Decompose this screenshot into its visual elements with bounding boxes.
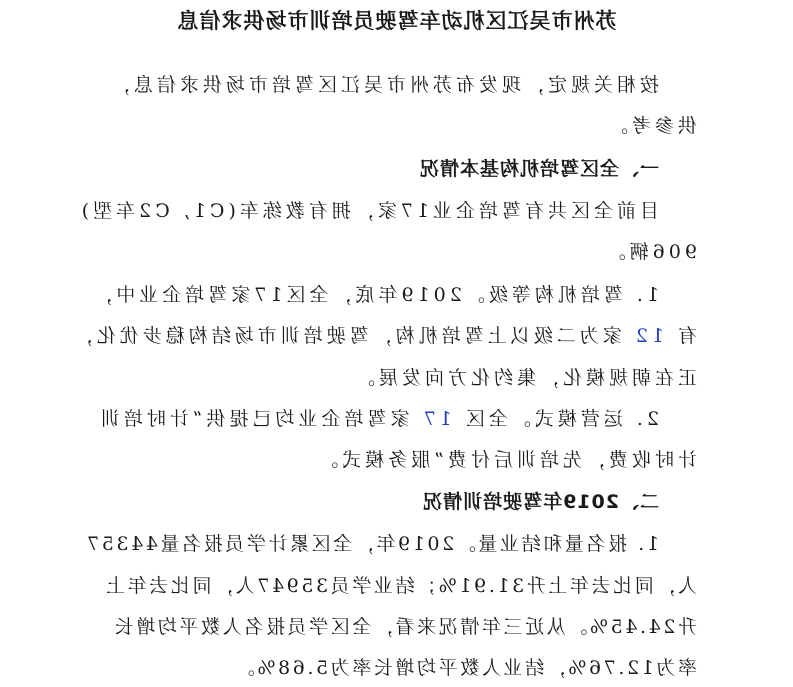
paragraph-line bbox=[97, 406, 659, 432]
paragraph-line: 人，同比去年上升31.91%；结业学员35947人，同比去年上 bbox=[103, 575, 697, 597]
paragraph-line: 供参考。 bbox=[604, 115, 697, 137]
paragraph-line: 目前全区共有驾培企业17家，拥有教练车(C1, C2车型) bbox=[77, 200, 659, 222]
paragraph-line bbox=[70, 323, 697, 349]
paragraph-line: 906辆。 bbox=[602, 241, 697, 263]
highlighted-number: 17 bbox=[419, 408, 452, 430]
section-heading-2: 二、2019年驾驶培训情况 bbox=[422, 491, 659, 513]
text-segment: 2. 运营模式。全区 bbox=[461, 408, 659, 430]
paragraph-line: 计时收费，先培训后付费”服务模式。 bbox=[315, 449, 697, 471]
paragraph-line: 正在朝规模化，集约化方向发展。 bbox=[351, 367, 697, 389]
paragraph-line: 1. 报名量和结业量。2019年，全区累计学员报名量44357 bbox=[84, 533, 659, 555]
paragraph-line: 1. 驾培机构等级。2019年底，全区17家驾培企业中， bbox=[89, 284, 659, 306]
section-heading-1: 一、全区驾培机构基本情况 bbox=[418, 158, 659, 180]
paragraph-line: 按相关规定，现发布苏州市吴江区驾培市场供求信息， bbox=[106, 74, 659, 96]
paragraph-line: 率为12.76%，结业人数平均增长率为5.68%。 bbox=[233, 657, 697, 679]
text-segment: 家驾培企业均已提供“计时培训 bbox=[96, 408, 410, 430]
highlighted-number: 12 bbox=[631, 325, 664, 347]
text-segment: 家为二级以上驾培机构，驾驶培训市场结构稳步优化， bbox=[69, 325, 622, 347]
paragraph-line: 升24.45%。从近三年情况来看，全区学员报名人数平均增长 bbox=[112, 616, 697, 638]
document-title: 苏州市吴江区机动车驾驶员培训市场供求信息 bbox=[176, 9, 617, 33]
text-segment: 有 bbox=[673, 325, 697, 347]
